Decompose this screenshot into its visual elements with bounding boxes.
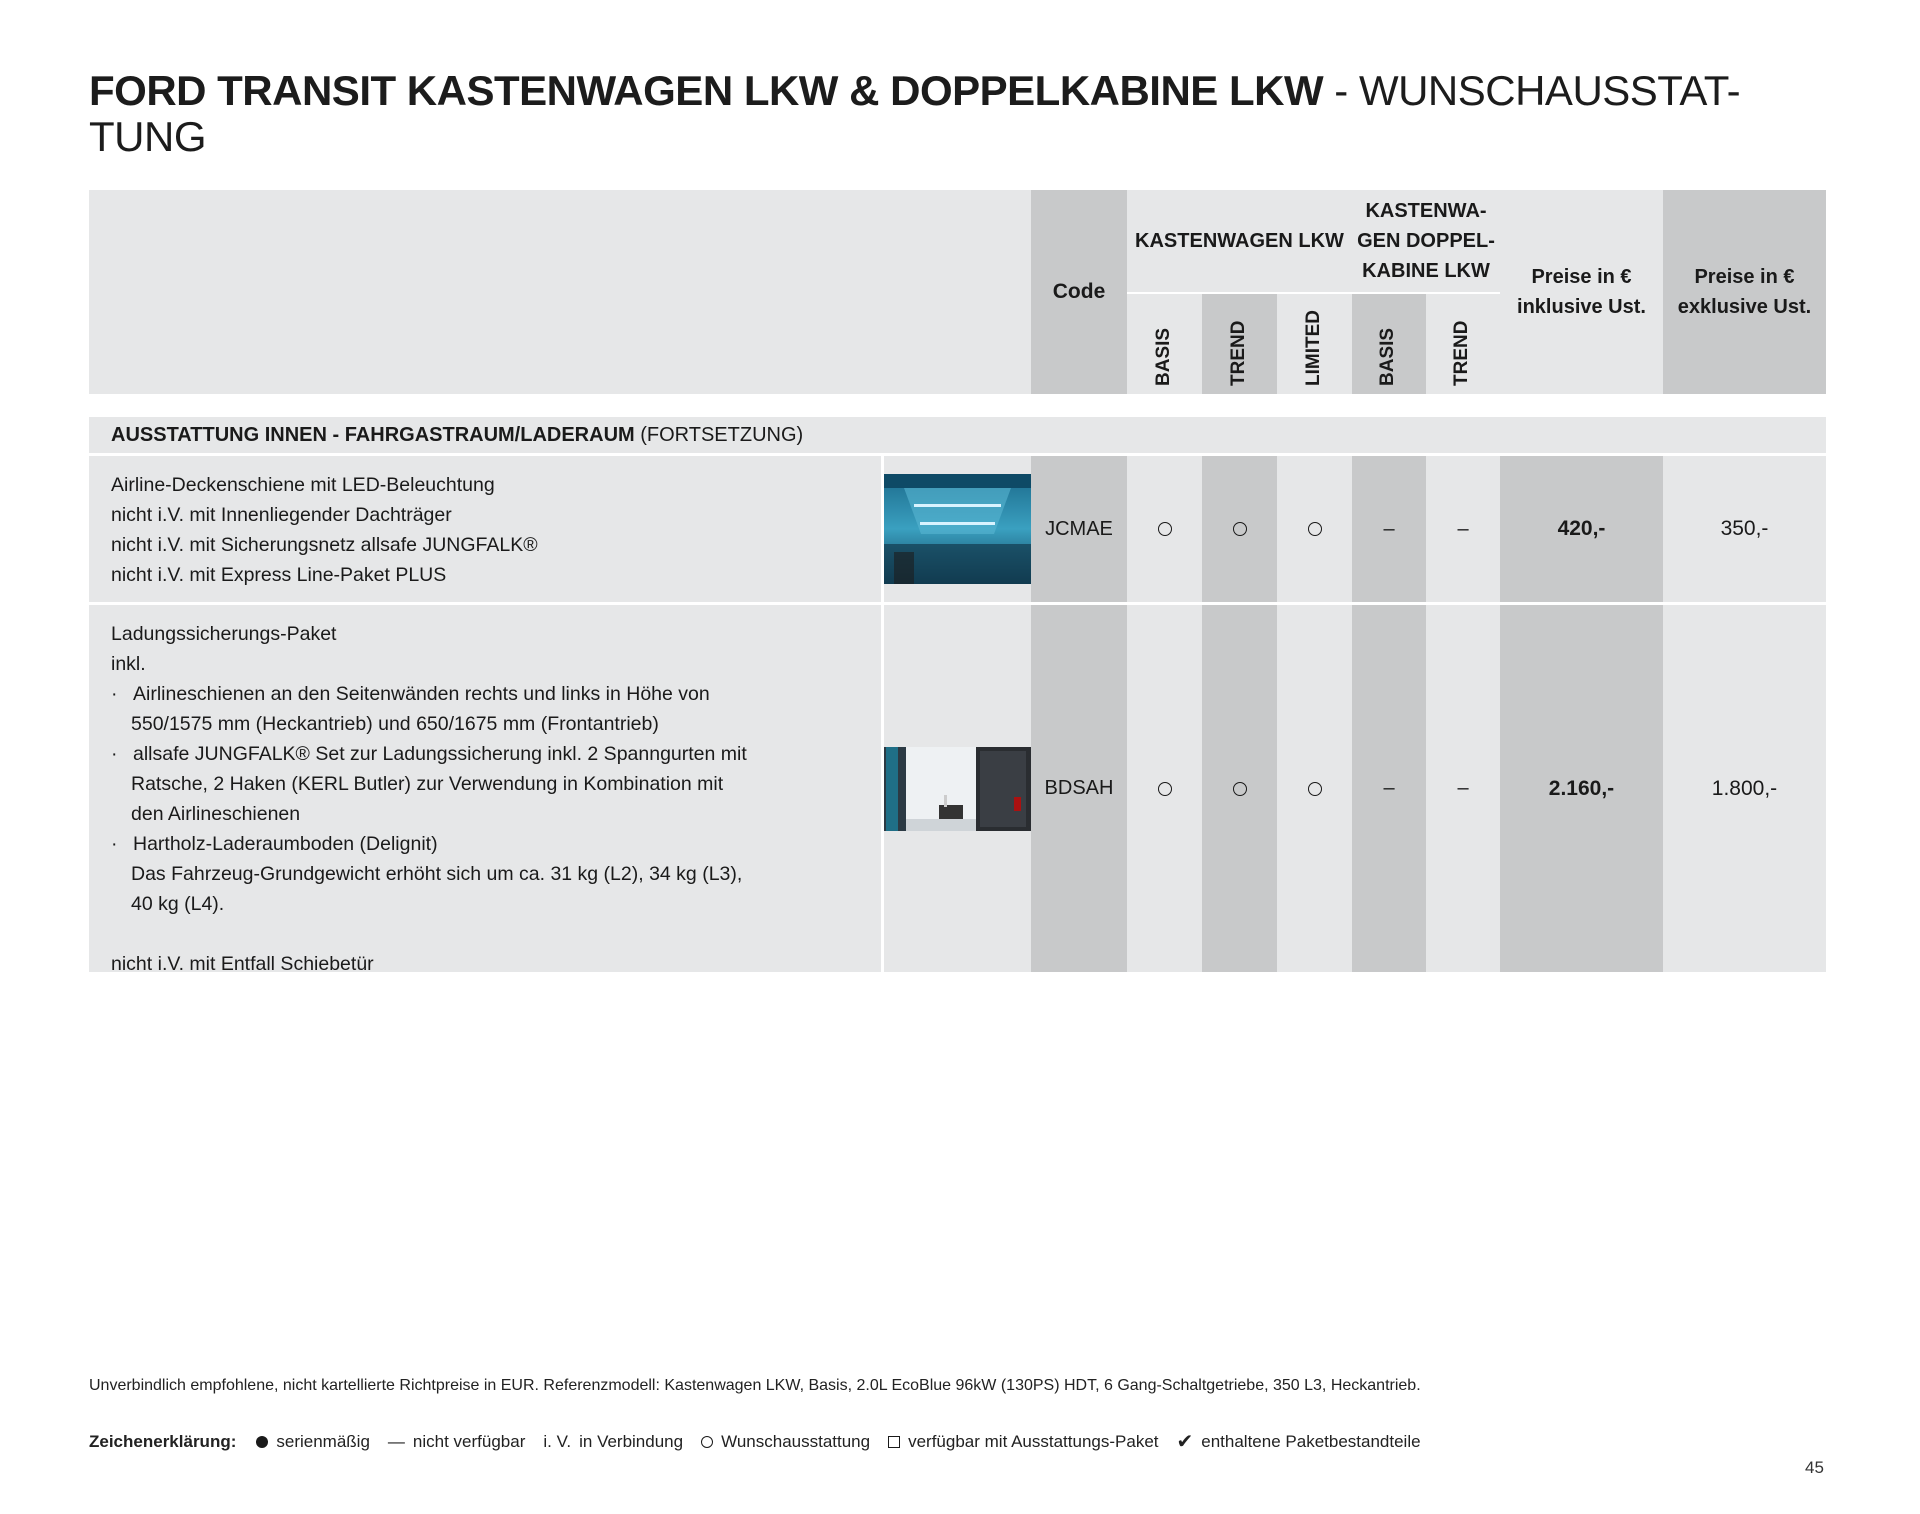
page-number: 45 xyxy=(1805,1458,1824,1477)
row2-price-incl: 2.160,- xyxy=(1500,605,1663,972)
row2-bullet xyxy=(111,829,881,859)
row1-price-incl: 420,- xyxy=(1500,456,1663,602)
row2-bullet-cont: Das Fahrzeug-Grundgewicht erhöht sich um ca. 31 kg (L2), 34 kg (L3), xyxy=(131,863,743,885)
trim-header-kw-limited xyxy=(1277,292,1352,394)
legend-item-package-contents xyxy=(1177,1429,1421,1454)
row2-bullet-text: Airlineschienen an den Seitenwänden rechts und links in Höhe von xyxy=(133,683,710,705)
header-description-area xyxy=(89,190,1031,394)
legend-item-not-available xyxy=(388,1432,525,1452)
section-title: AUSSTATTUNG INNEN - FAHRGASTRAUM/LADERAUM xyxy=(111,424,635,446)
circle-icon xyxy=(1158,782,1172,796)
row1-code: JCMAE xyxy=(1031,456,1127,602)
dash-icon: — xyxy=(387,1431,405,1451)
legend-label: serienmäßig xyxy=(276,1431,370,1451)
header-divider xyxy=(1127,292,1500,294)
row1-mark-value: – xyxy=(1457,517,1469,540)
header-code: Code xyxy=(1031,190,1127,394)
trim-header-dk-basis xyxy=(1352,292,1426,394)
bullet-dot: · xyxy=(111,683,118,705)
legend-label: nicht verfügbar xyxy=(412,1431,526,1451)
row2-image-cell xyxy=(884,605,1031,972)
row1-line: Airline-Deckenschiene mit LED-Beleuchtung xyxy=(111,474,495,496)
page-title-suffix-line2: TUNG xyxy=(89,113,206,160)
row1-line: nicht i.V. mit Express Line-Paket PLUS xyxy=(111,564,447,586)
legend-label: enthaltene Paketbestandteile xyxy=(1201,1431,1421,1451)
legend-label: Wunschausstattung xyxy=(721,1431,871,1451)
row1-mark xyxy=(1127,456,1202,602)
header-price-incl: Preise in € inklusive Ust. xyxy=(1500,190,1663,394)
circle-icon xyxy=(1233,522,1247,536)
page-title xyxy=(89,68,1839,160)
legend xyxy=(89,1429,1439,1454)
legend-label: in Verbindung xyxy=(579,1431,684,1451)
circle-icon xyxy=(1308,522,1322,536)
row2-bullet xyxy=(111,739,881,769)
section-suffix: (FORTSETZUNG) xyxy=(634,424,804,446)
circle-icon xyxy=(1158,522,1172,536)
row2-mark-value: – xyxy=(1457,777,1469,799)
table-row-description xyxy=(89,605,881,975)
iv-icon: i. V. xyxy=(543,1431,572,1451)
row2-bullet-cont: Ratsche, 2 Haken (KERL Butler) zur Verwendung in Kombination mit xyxy=(131,773,724,795)
row1-mark xyxy=(1426,456,1500,602)
row2-intro: inkl. xyxy=(111,653,146,675)
row2-mark xyxy=(1127,605,1202,972)
row1-mark xyxy=(1352,456,1426,602)
row1-mark xyxy=(1277,456,1352,602)
row2-bullet-cont: den Airlineschienen xyxy=(131,803,301,825)
row2-bullet-cont: 40 kg (L4). xyxy=(131,893,225,915)
legend-item-package xyxy=(888,1432,1158,1452)
spacer xyxy=(111,919,881,949)
row2-bullet-cont: 550/1575 mm (Heckantrieb) und 650/1675 mm (Frontantrieb) xyxy=(131,713,659,735)
row2-mark xyxy=(1426,605,1500,972)
row2-code: BDSAH xyxy=(1031,605,1127,972)
page-title-bold: FORD TRANSIT KASTENWAGEN LKW & DOPPELKABINE LKW xyxy=(89,67,1324,114)
row1-mark-value: – xyxy=(1383,517,1395,540)
row2-bullet xyxy=(111,679,881,709)
row1-image-cell xyxy=(884,456,1031,602)
trim-label: BASIS xyxy=(1377,327,1398,386)
cargo-area-photo xyxy=(884,747,1031,831)
row2-price-excl: 1.800,- xyxy=(1663,605,1826,972)
row2-mark xyxy=(1277,605,1352,972)
group-label-kastenwagen: KASTENWAGEN LKW xyxy=(1135,230,1344,252)
bullet-dot: · xyxy=(111,833,118,855)
group-label-doppelkabine: KASTENWA- GEN DOPPEL- KABINE LKW xyxy=(1357,200,1495,282)
section-header xyxy=(89,417,1826,453)
van-ceiling-photo xyxy=(884,474,1031,584)
circle-icon xyxy=(1233,782,1247,796)
trim-header-dk-trend xyxy=(1426,292,1500,394)
row2-bullet-text: allsafe JUNGFALK® Set zur Ladungssicherung inkl. 2 Spanngurten mit xyxy=(133,743,747,765)
trim-label: TREND xyxy=(1451,320,1472,386)
circle-icon xyxy=(1308,782,1322,796)
legend-item-standard xyxy=(256,1432,370,1452)
row2-title: Ladungssicherungs-Paket xyxy=(111,623,337,645)
row1-line: nicht i.V. mit Sicherungsnetz allsafe JUNGFALK® xyxy=(111,534,538,556)
circle-icon xyxy=(701,1436,713,1448)
square-icon xyxy=(888,1436,900,1448)
trim-label: LIMITED xyxy=(1302,310,1324,386)
row1-line: nicht i.V. mit Innenliegender Dachträger xyxy=(111,504,452,526)
row1-mark xyxy=(1202,456,1277,602)
legend-item-optional xyxy=(701,1432,870,1452)
checkmark-icon: ✔ xyxy=(1176,1431,1194,1453)
row2-bullet-text: Hartholz-Laderaumboden (Delignit) xyxy=(133,833,438,855)
trim-header-kw-basis xyxy=(1127,292,1202,394)
legend-label: verfügbar mit Ausstattungs-Paket xyxy=(908,1431,1159,1451)
row2-mark xyxy=(1202,605,1277,972)
row1-price-excl: 350,- xyxy=(1663,456,1826,602)
legend-item-in-combination xyxy=(543,1432,683,1452)
trim-label: BASIS xyxy=(1152,327,1174,386)
legend-title: Zeichenerklärung: xyxy=(89,1431,237,1451)
trim-header-kw-trend xyxy=(1202,292,1277,394)
page-title-suffix: - WUNSCHAUSSTAT- xyxy=(1323,67,1741,114)
row2-mark-value: – xyxy=(1383,777,1395,799)
row2-mark xyxy=(1352,605,1426,972)
row2-note: nicht i.V. mit Entfall Schiebetür xyxy=(111,953,374,975)
bullet-dot: · xyxy=(111,743,118,765)
table-row-description xyxy=(89,456,881,602)
trim-label: TREND xyxy=(1227,320,1249,386)
footnote: Unverbindlich empfohlene, nicht kartellierte Richtpreise in EUR. Referenzmodell: Kastenwagen LKW, Basis, 2.0L EcoBlue 96kW (130PS) HDT, 6 Gang-Schaltgetriebe, 350 L3, Heckantrieb. xyxy=(89,1377,1421,1394)
header-price-excl: Preise in € exklusive Ust. xyxy=(1663,190,1826,394)
filled-dot-icon xyxy=(256,1436,268,1448)
